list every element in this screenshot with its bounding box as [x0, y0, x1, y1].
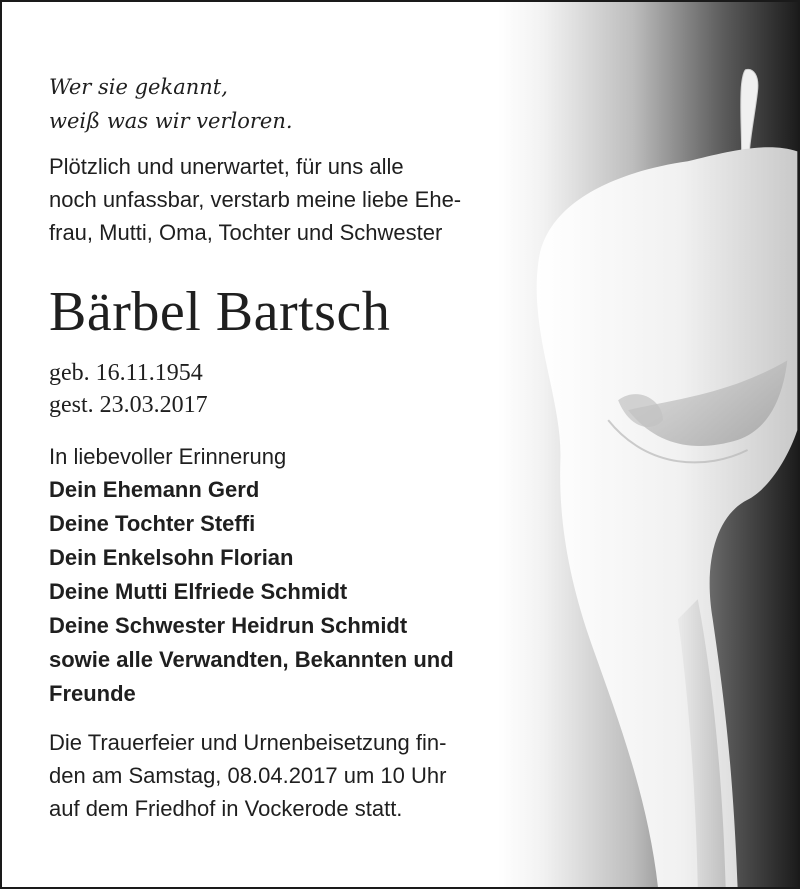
life-dates	[49, 357, 208, 421]
memory-line: In liebevoller Erinnerung	[49, 444, 287, 469]
birth-date: geb. 16.11.1954	[49, 360, 203, 386]
mourner-item: Freunde	[49, 681, 136, 706]
mourner-item: Dein Ehemann Gerd	[49, 477, 260, 502]
mourner-item: Deine Schwester Heidrun Schmidt	[49, 613, 408, 638]
service-info	[49, 726, 446, 825]
intro-line: Plötzlich und unerwartet, für uns alle	[49, 154, 404, 179]
deceased-name: Bärbel Bartsch	[49, 281, 391, 343]
mourner-item: Dein Enkelsohn Florian	[49, 545, 294, 570]
intro-text	[49, 150, 461, 249]
mourner-item: Deine Tochter Steffi	[49, 511, 256, 536]
motto-line: Wer sie gekannt,	[49, 75, 228, 99]
service-line: Die Trauerfeier und Urnenbeisetzung fin-	[49, 730, 447, 755]
mourner-item: sowie alle Verwandten, Bekannten und	[49, 647, 454, 672]
death-date: gest. 23.03.2017	[49, 392, 208, 418]
service-line: auf dem Friedhof in Vockerode statt.	[49, 796, 403, 821]
motto	[49, 70, 293, 138]
motto-line: weiß was wir verloren.	[49, 109, 293, 133]
intro-line: frau, Mutti, Oma, Tochter und Schwester	[49, 220, 443, 245]
mourner-item: Deine Mutti Elfriede Schmidt	[49, 579, 348, 604]
service-line: den am Samstag, 08.04.2017 um 10 Uhr	[49, 763, 447, 788]
intro-line: noch unfassbar, verstarb meine liebe Ehe-	[49, 187, 462, 212]
calla-lily-icon	[498, 2, 798, 887]
mourners-list	[49, 473, 454, 711]
